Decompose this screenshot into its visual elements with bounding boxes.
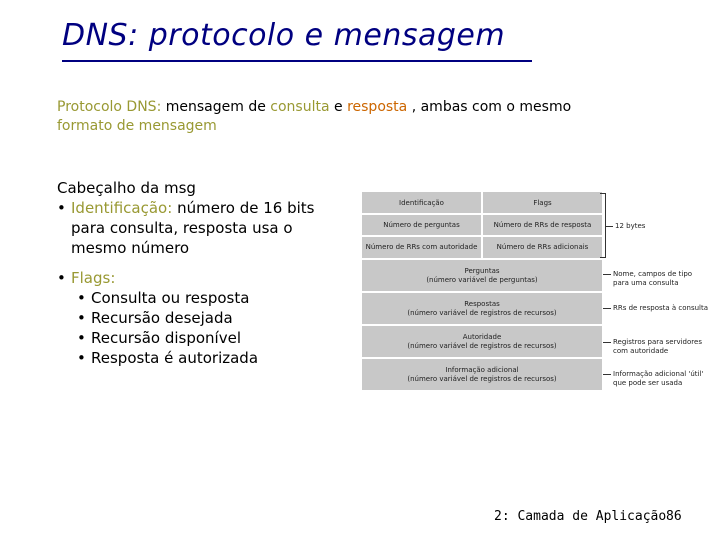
intro-line2: formato de mensagem bbox=[57, 118, 217, 134]
section-info-adicional bbox=[362, 359, 602, 390]
annotation-leader bbox=[603, 342, 611, 343]
info-adicional-title: Informação adicional bbox=[445, 365, 519, 374]
annotation-leader bbox=[603, 374, 611, 375]
cell-num-perguntas: Número de perguntas bbox=[383, 220, 460, 229]
annotation-perguntas bbox=[613, 270, 692, 288]
bracket-tick bbox=[600, 257, 606, 258]
bullet-icon: • bbox=[77, 349, 86, 367]
annotation-leader bbox=[603, 308, 611, 309]
header-label: Cabeçalho da msg bbox=[57, 179, 196, 197]
flags-item bbox=[57, 328, 347, 348]
intro-resposta: resposta bbox=[347, 99, 408, 115]
flags-item-text: Recursão desejada bbox=[91, 309, 233, 327]
bracket-12-bytes bbox=[605, 193, 606, 257]
annotation-info-line2: que pode ser usada bbox=[613, 379, 683, 387]
cell-flags: Flags bbox=[533, 198, 552, 207]
section-respostas bbox=[362, 293, 602, 324]
column-divider bbox=[481, 192, 483, 258]
autoridade-title: Autoridade bbox=[462, 332, 502, 341]
cell-num-rrs-resposta: Número de RRs de resposta bbox=[493, 220, 592, 229]
intro-consulta: consulta bbox=[270, 99, 330, 115]
flags-item bbox=[57, 288, 347, 308]
intro-e: e bbox=[329, 99, 348, 115]
autoridade-sub: (número variável de registros de recursos) bbox=[407, 341, 557, 350]
footer-chapter: 2: Camada de Aplicação bbox=[494, 509, 667, 524]
section-autoridade bbox=[362, 326, 602, 357]
intro-text-2: , ambas com o mesmo bbox=[407, 99, 572, 115]
ident-line3: mesmo número bbox=[71, 239, 190, 257]
flags-item-text: Resposta é autorizada bbox=[91, 349, 259, 367]
flags-item bbox=[57, 348, 347, 368]
bullet-identificacao bbox=[57, 198, 347, 218]
title-underline bbox=[62, 60, 532, 62]
annotation-12-bytes: 12 bytes bbox=[615, 222, 646, 230]
bullet-icon: • bbox=[77, 309, 86, 327]
cell-num-rrs-autoridade: Número de RRs com autoridade bbox=[365, 242, 478, 251]
annotation-leader bbox=[605, 226, 613, 227]
flags-item bbox=[57, 308, 347, 328]
intro-text-1: mensagem de bbox=[161, 99, 271, 115]
annotation-autoridade-line1: Registros para servidores bbox=[613, 338, 702, 346]
header-block bbox=[362, 192, 602, 258]
dns-message-diagram bbox=[362, 192, 602, 392]
section-perguntas bbox=[362, 260, 602, 291]
autoridade-label bbox=[362, 326, 602, 357]
footer-page-number: 86 bbox=[666, 509, 682, 524]
ident-label: Identificação: bbox=[71, 199, 173, 217]
annotation-autoridade-line2: com autoridade bbox=[613, 347, 669, 355]
intro-paragraph bbox=[57, 98, 657, 136]
flags-item-text: Recursão disponível bbox=[91, 329, 241, 347]
annotation-leader bbox=[603, 274, 611, 275]
bullet-icon: • bbox=[57, 269, 66, 287]
perguntas-sub: (número variável de perguntas) bbox=[426, 275, 538, 284]
annotation-info-line1: Informação adicional 'útil' bbox=[613, 370, 704, 378]
info-adicional-sub: (número variável de registros de recursos) bbox=[407, 374, 557, 383]
respostas-label bbox=[362, 293, 602, 324]
bullet-section bbox=[57, 178, 347, 368]
annotation-perguntas-line1: Nome, campos de tipo bbox=[613, 270, 693, 278]
ident-text: número de 16 bits bbox=[172, 199, 315, 217]
bracket-tick bbox=[600, 193, 606, 194]
flags-label: Flags: bbox=[71, 269, 116, 287]
cell-num-rrs-adicionais: Número de RRs adicionais bbox=[496, 242, 589, 251]
annotation-perguntas-line2: para uma consulta bbox=[613, 279, 679, 287]
respostas-title: Respostas bbox=[464, 299, 500, 308]
info-adicional-label bbox=[362, 359, 602, 390]
respostas-sub: (número variável de registros de recursos) bbox=[407, 308, 557, 317]
bullet-icon: • bbox=[57, 199, 66, 217]
bullet-icon: • bbox=[77, 289, 86, 307]
bullet-flags bbox=[57, 268, 347, 288]
intro-protocol-label: Protocolo DNS: bbox=[57, 99, 162, 115]
row-divider bbox=[362, 235, 602, 237]
ident-line1 bbox=[71, 198, 314, 218]
perguntas-title: Perguntas bbox=[464, 266, 500, 275]
page-title: DNS: protocolo e mensagem bbox=[62, 18, 506, 53]
annotation-info-adicional bbox=[613, 370, 703, 388]
cell-identificacao: Identificação bbox=[399, 198, 444, 207]
ident-line2: para consulta, resposta usa o bbox=[71, 219, 293, 237]
annotation-autoridade bbox=[613, 338, 702, 356]
perguntas-label bbox=[362, 260, 602, 291]
flags-item-text: Consulta ou resposta bbox=[91, 289, 250, 307]
bullet-icon: • bbox=[77, 329, 86, 347]
annotation-respostas: RRs de resposta à consulta bbox=[613, 304, 709, 312]
row-divider bbox=[362, 213, 602, 215]
